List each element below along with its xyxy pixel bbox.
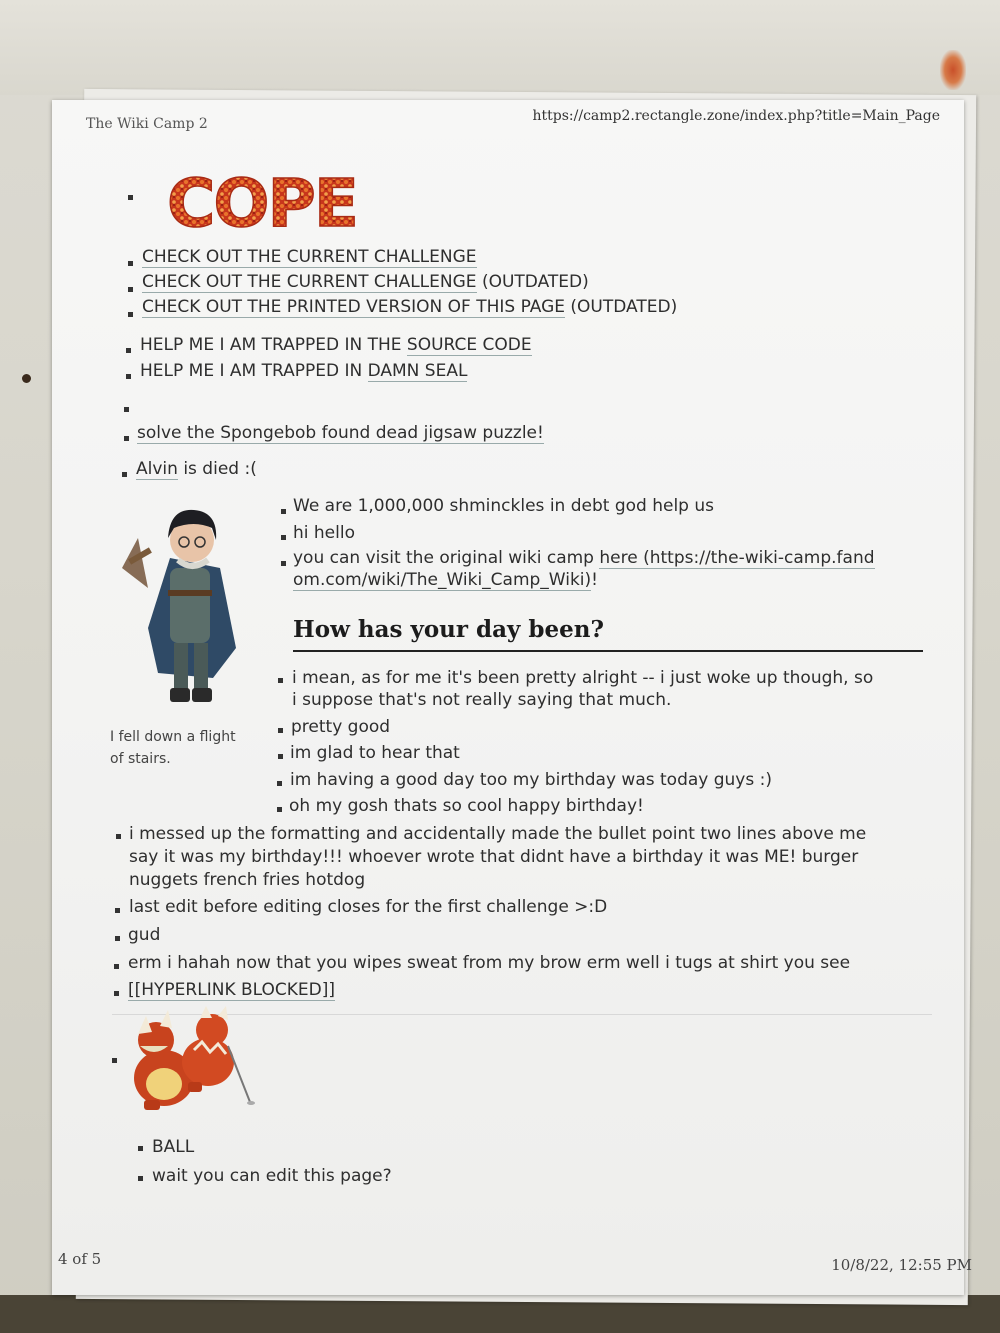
original-wiki-link-cont[interactable]: om.com/wiki/The_Wiki_Camp_Wiki) — [293, 570, 592, 590]
bullet — [122, 472, 127, 477]
svg-text:COPE: COPE — [167, 165, 357, 236]
list-item — [293, 547, 875, 569]
floor-speck — [22, 374, 31, 383]
bullet — [114, 991, 119, 996]
list-item: i messed up the formatting and accidentally made the bullet point two lines above me — [129, 824, 867, 844]
list-item: BALL — [152, 1137, 195, 1157]
caption-line-2: of stairs. — [110, 751, 171, 767]
list-item — [142, 296, 677, 318]
bullet — [114, 964, 119, 969]
background-floor-top — [0, 0, 1000, 95]
alvin-text: is died :( — [183, 459, 257, 479]
bullet — [138, 1146, 143, 1151]
bullet — [277, 781, 282, 786]
bullet — [138, 1176, 143, 1181]
list-item: i mean, as for me it's been pretty alright -- i just woke up though, so — [292, 668, 874, 688]
list-item: im having a good day too my birthday was today guys :) — [290, 770, 772, 790]
bullet — [128, 261, 133, 266]
list-item: last edit before editing closes for the first challenge >:D — [129, 897, 608, 917]
print-header-title: The Wiki Camp 2 — [86, 116, 208, 132]
bowser-golf-image — [124, 1006, 259, 1114]
damn-seal-link[interactable]: DAMN SEAL — [367, 361, 468, 381]
visit-suffix: ! — [591, 570, 598, 590]
character-figure-image — [108, 498, 258, 718]
list-item — [136, 458, 257, 480]
caption-line-1: I fell down a flight — [110, 729, 236, 745]
current-challenge-outdated-link[interactable]: CHECK OUT THE CURRENT CHALLENGE — [142, 272, 477, 292]
bullet — [116, 834, 121, 839]
list-item: hi hello — [293, 523, 355, 543]
bullet — [281, 535, 286, 540]
bullet — [124, 436, 129, 441]
bullet — [126, 374, 131, 379]
bullet — [281, 509, 286, 514]
list-item: gud — [128, 925, 161, 945]
printed-page — [52, 100, 972, 1295]
trapped-text: HELP ME I AM TRAPPED IN — [140, 361, 363, 381]
list-item — [128, 979, 335, 1001]
outdated-label: (OUTDATED) — [481, 272, 589, 292]
list-item: erm i hahah now that you wipes sweat from my brow erm well i tugs at shirt you see — [128, 953, 851, 973]
list-item — [142, 246, 477, 268]
list-item-continued: say it was my birthday!!! whoever wrote that didnt have a birthday it was ME! burger — [129, 847, 859, 867]
list-item-continued: nuggets french fries hotdog — [129, 870, 366, 890]
source-code-link[interactable]: SOURCE CODE — [406, 335, 532, 355]
heading-rule — [293, 650, 923, 652]
list-item: wait you can edit this page? — [152, 1166, 392, 1186]
list-item: im glad to hear that — [290, 743, 460, 763]
section-heading: How has your day been? — [293, 616, 604, 643]
bullet — [128, 312, 133, 317]
bullet — [126, 348, 131, 353]
bullet — [128, 287, 133, 292]
visit-text: you can visit the original wiki camp — [293, 548, 594, 568]
list-item — [140, 334, 532, 356]
list-item-continued: i suppose that's not really saying that much. — [292, 690, 672, 710]
bullet — [124, 407, 129, 412]
bullet — [281, 561, 286, 566]
print-footer-page-number: 4 of 5 — [58, 1250, 102, 1268]
print-header-url: https://camp2.rectangle.zone/index.php?title=Main_Page — [532, 108, 940, 124]
bullet — [128, 195, 133, 200]
jigsaw-link[interactable]: solve the Spongebob found dead jigsaw puzzle! — [137, 423, 544, 443]
current-challenge-link[interactable]: CHECK OUT THE CURRENT CHALLENGE — [142, 247, 477, 267]
print-footer-timestamp: 10/8/22, 12:55 PM — [831, 1256, 972, 1274]
bullet — [278, 754, 283, 759]
trapped-text: HELP ME I AM TRAPPED IN THE — [140, 335, 402, 355]
hyperlink-blocked[interactable]: [[HYPERLINK BLOCKED]] — [128, 980, 336, 1000]
list-item: pretty good — [291, 717, 391, 737]
list-item — [137, 422, 544, 444]
bullet — [278, 728, 283, 733]
printed-version-link[interactable]: CHECK OUT THE PRINTED VERSION OF THIS PAGE — [142, 297, 565, 317]
original-wiki-link[interactable]: here (https://the-wiki-camp.fand — [599, 548, 875, 568]
cope-logo — [152, 164, 372, 236]
bullet — [115, 936, 120, 941]
bullet — [112, 1058, 117, 1063]
figure-caption — [110, 726, 236, 770]
floor-stain — [940, 50, 966, 90]
outdated-label: (OUTDATED) — [570, 297, 678, 317]
list-item — [142, 271, 589, 293]
bullet — [115, 908, 120, 913]
alvin-link[interactable]: Alvin — [136, 459, 178, 479]
list-item: We are 1,000,000 shminckles in debt god help us — [293, 496, 714, 516]
bullet — [277, 807, 282, 812]
list-item: oh my gosh thats so cool happy birthday! — [289, 796, 644, 816]
list-item-continued — [293, 569, 598, 591]
list-item — [140, 360, 467, 382]
bullet — [278, 678, 283, 683]
